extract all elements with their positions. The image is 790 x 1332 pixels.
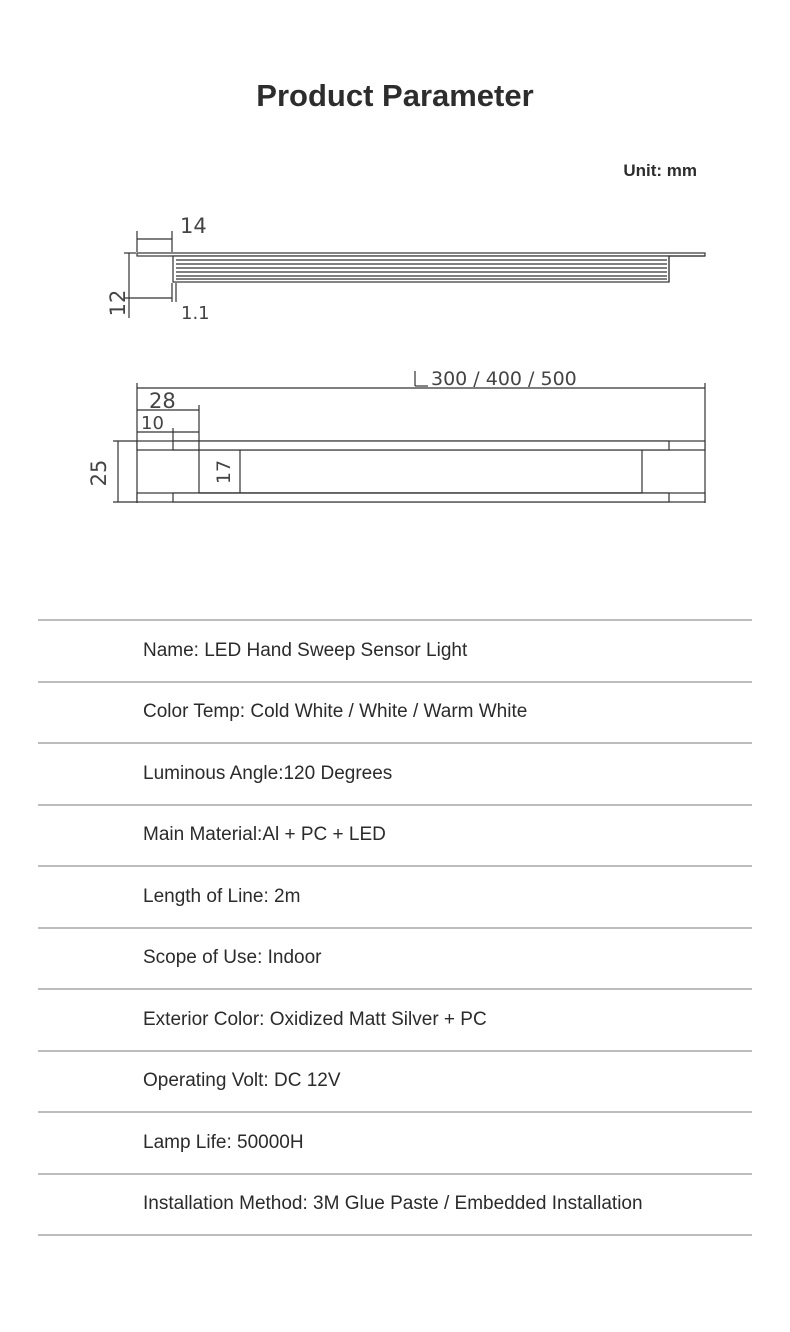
spec-row-installation-method: Installation Method: 3M Glue Paste / Embedded Installation	[38, 1175, 752, 1237]
dim-thickness-label: 1.1	[181, 303, 210, 324]
dim-thickness-line	[172, 283, 176, 302]
dim-inner-offset-label: 10	[141, 413, 164, 434]
spec-row-name: Name: LED Hand Sweep Sensor Light	[38, 621, 752, 683]
page-title: Product Parameter	[256, 78, 534, 113]
spec-row-exterior-color: Exterior Color: Oxidized Matt Silver + PC	[38, 990, 752, 1052]
spec-row-line-length: Length of Line: 2m	[38, 867, 752, 929]
dim-width-line	[137, 231, 172, 252]
spec-row-color-temp: Color Temp: Cold White / White / Warm White	[38, 683, 752, 745]
dim-height-line	[124, 253, 172, 318]
dim-height-label: 12	[106, 289, 130, 317]
spec-row-main-material: Main Material:Al + PC + LED	[38, 806, 752, 868]
spec-table	[38, 619, 752, 1236]
technical-drawing	[0, 0, 790, 560]
side-view-profile	[137, 253, 705, 282]
spec-row-operating-volt: Operating Volt: DC 12V	[38, 1052, 752, 1114]
dim-offset-label: 28	[149, 389, 176, 413]
dim-depth-label: 25	[87, 459, 111, 487]
unit-label: Unit: mm	[623, 161, 697, 180]
spec-row-lamp-life: Lamp Life: 50000H	[38, 1113, 752, 1175]
spec-row-luminous-angle: Luminous Angle:120 Degrees	[38, 744, 752, 806]
dim-depth-line	[113, 441, 137, 502]
dim-width-label: 14	[180, 214, 207, 238]
dim-inner-depth-label: 17	[213, 459, 235, 485]
spec-row-scope-of-use: Scope of Use: Indoor	[38, 929, 752, 991]
dim-length-label: 300 / 400 / 500	[431, 368, 577, 390]
